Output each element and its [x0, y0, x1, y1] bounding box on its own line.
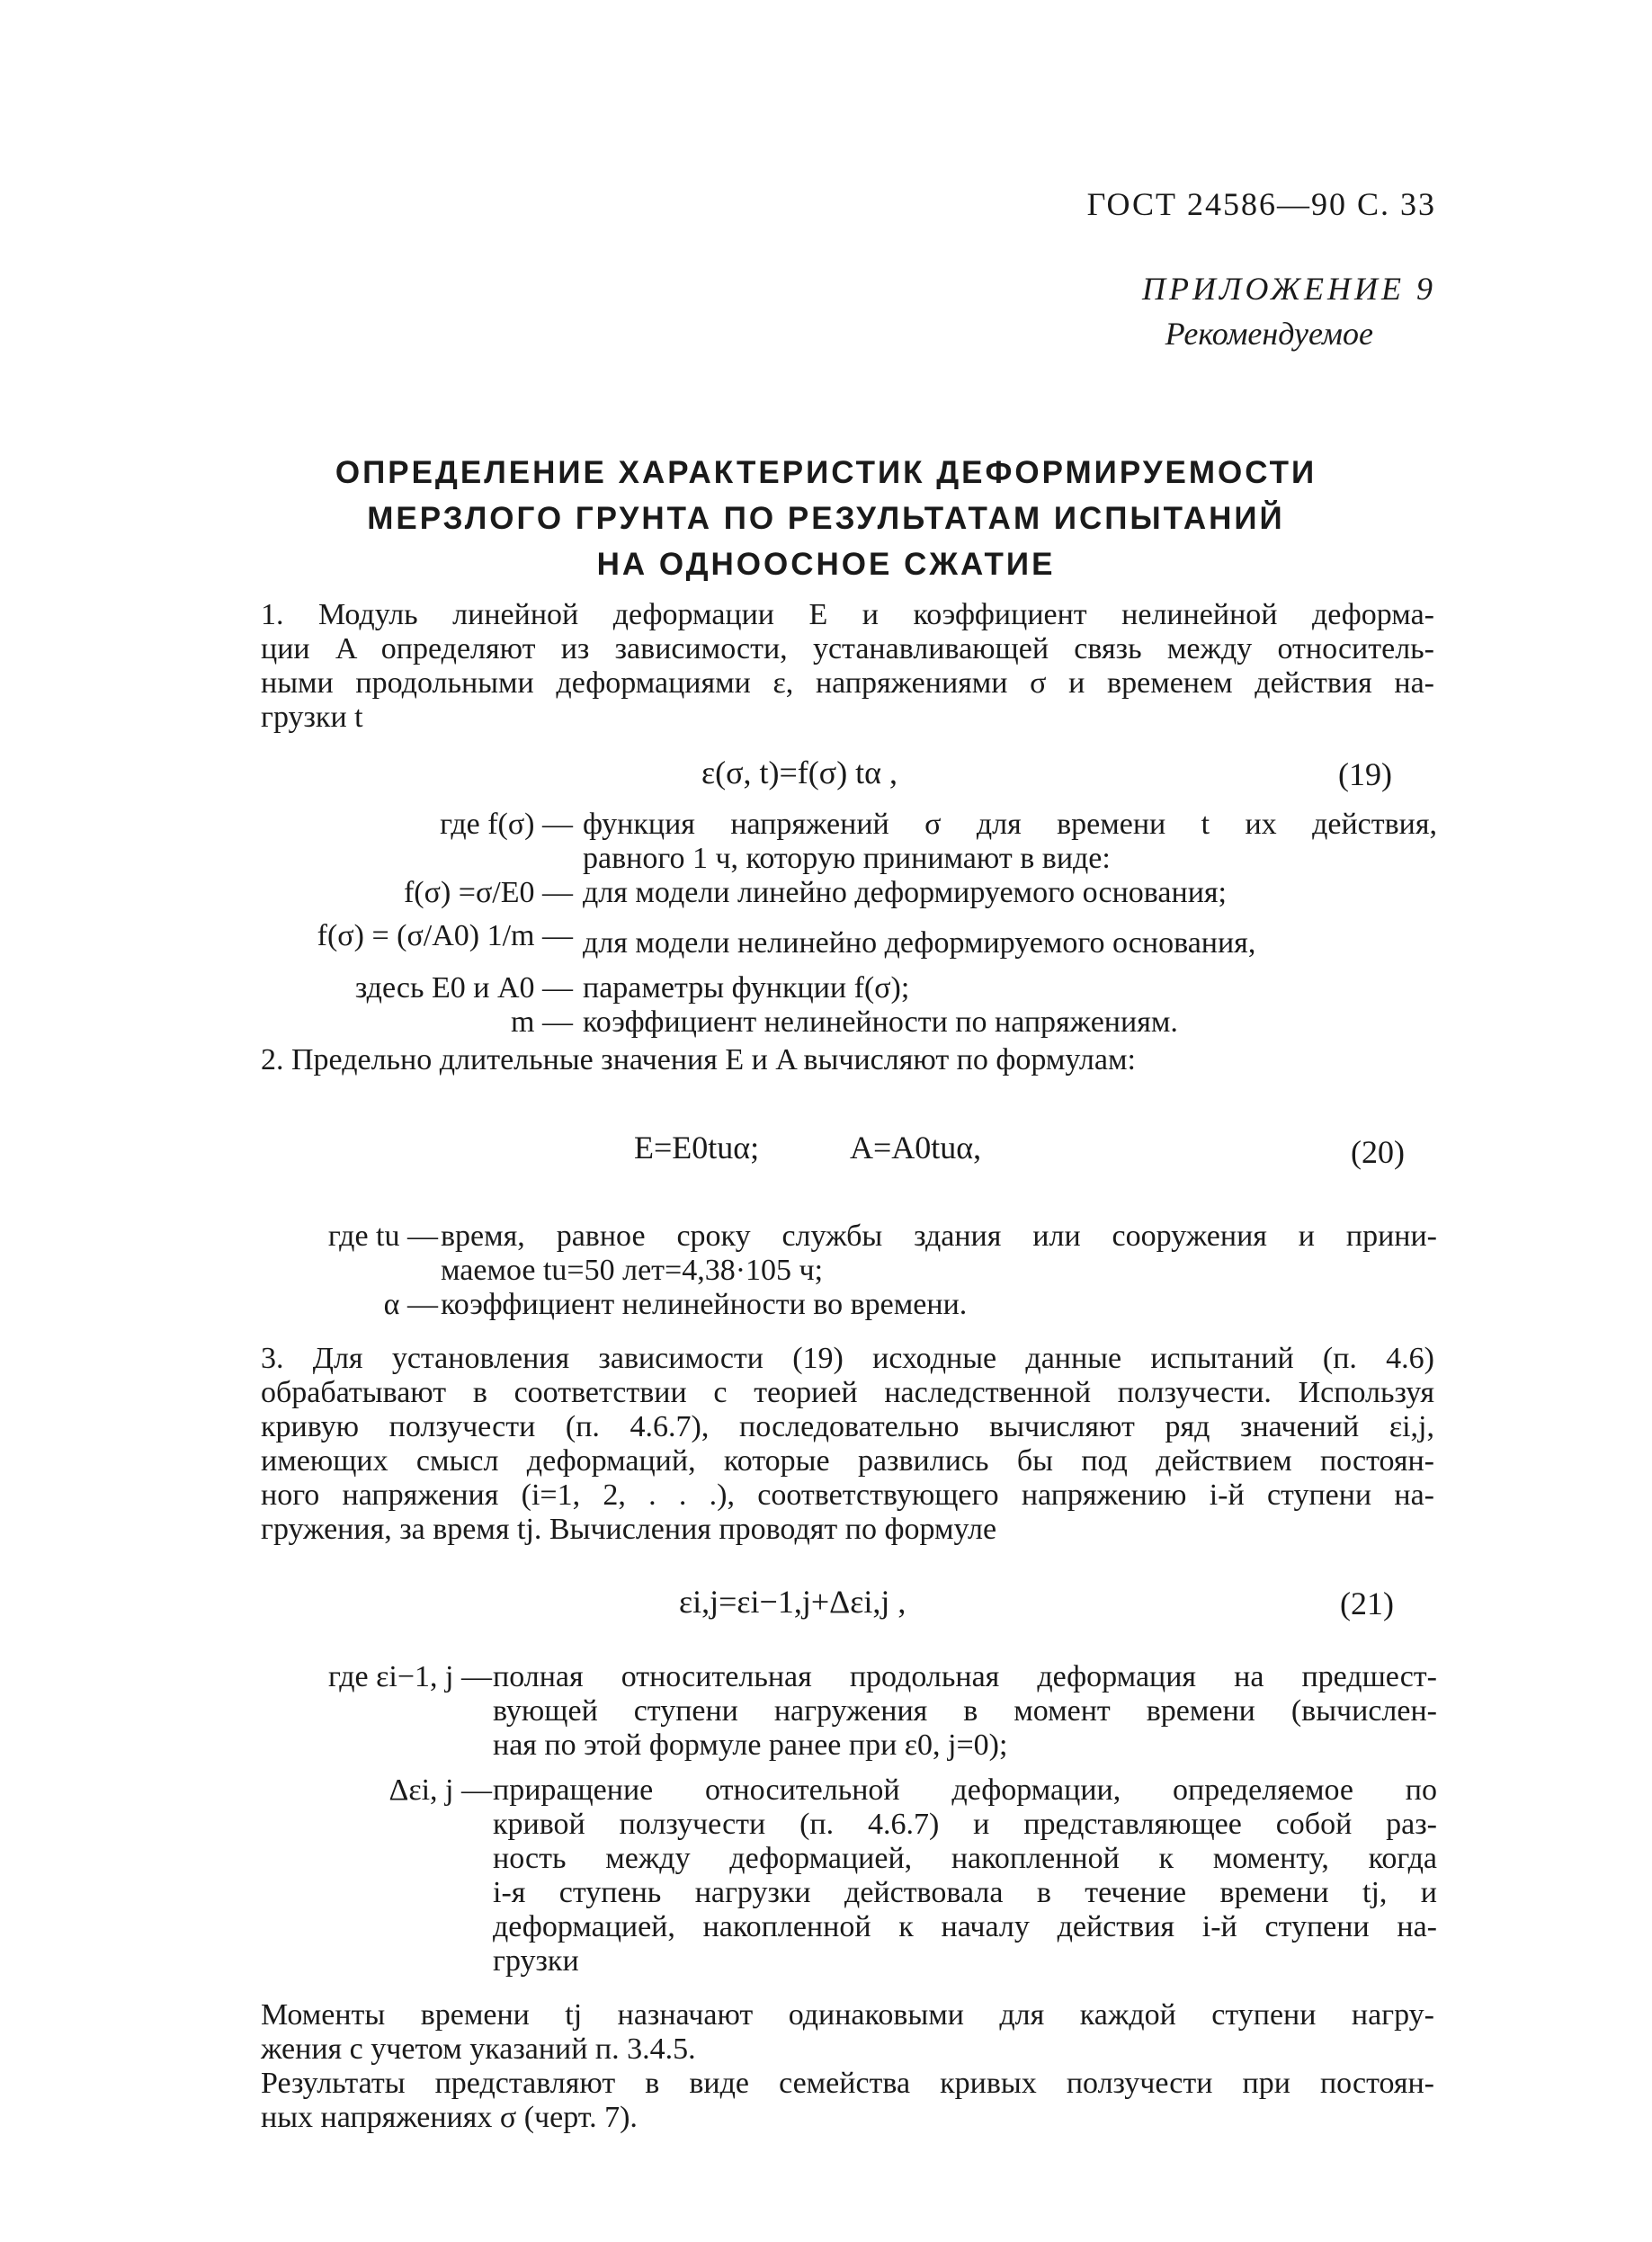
where19-lead-3: f(σ) =σ/E0 — — [403, 876, 573, 909]
where21-text-5: кривой ползучести (п. 4.6.7) и представляющее собой раз- — [493, 1808, 1437, 1841]
p5-line-1: Результаты представляют в виде семейства кривых ползучести при постоян- — [261, 2067, 1434, 2100]
where19-lead-1: где f(σ) — — [440, 808, 573, 841]
where21-text-9: грузки — [493, 1944, 579, 1978]
where19-text-5: параметры функции f(σ); — [583, 971, 910, 1005]
where20-text-3: коэффициент нелинейности во времени. — [441, 1288, 968, 1321]
where20-text-1: время, равное сроку службы здания или сооружения и прини- — [441, 1219, 1437, 1253]
where21-text-4: приращение относительной деформации, определяемое по — [493, 1773, 1437, 1807]
where21-text-6: ность между деформацией, накопленной к моменту, когда — [493, 1842, 1437, 1875]
title-line-1: ОПРЕДЕЛЕНИЕ ХАРАКТЕРИСТИК ДЕФОРМИРУЕМОСТИ — [335, 455, 1317, 490]
p1-line-2: ции A определяют из зависимости, устанавливающей связь между относитель- — [261, 632, 1434, 665]
equation-19-number: (19) — [1338, 756, 1392, 792]
where21-lead-1: где εi−1, j — — [328, 1660, 492, 1693]
where19-text-3: для модели линейно деформируемого основания; — [583, 876, 1227, 909]
p3-line-1: 3. Для установления зависимости (19) исходные данные испытаний (п. 4.6) — [261, 1342, 1434, 1375]
where19-text-2: равного 1 ч, которую принимают в виде: — [583, 842, 1111, 875]
where21-text-2: вующей ступени нагружения в момент времени (вычислен- — [493, 1694, 1437, 1728]
where19-text-4: для модели нелинейно деформируемого основания, — [583, 926, 1256, 960]
where19-text-6: коэффициент нелинейности по напряжениям. — [583, 1005, 1178, 1039]
title-line-2: МЕРЗЛОГО ГРУНТА ПО РЕЗУЛЬТАТАМ ИСПЫТАНИЙ — [367, 501, 1285, 536]
appendix-label: ПРИЛОЖЕНИЕ 9 — [1142, 271, 1436, 307]
p2: 2. Предельно длительные значения E и A вычисляют по формулам: — [261, 1043, 1136, 1076]
p3-line-5: ного напряжения (i=1, 2, . . .), соответствующего напряжению i-й ступени на- — [261, 1478, 1434, 1512]
where19-lead-6: m — — [511, 1005, 573, 1039]
p3-line-3: кривую ползучести (п. 4.6.7), последовательно вычисляют ряд значений εi,j, — [261, 1410, 1434, 1443]
where21-text-3: ная по этой формуле ранее при ε0, j=0); — [493, 1728, 1008, 1762]
page-header: ГОСТ 24586—90 С. 33 — [1086, 186, 1436, 222]
recommended-label: Рекомендуемое — [1165, 316, 1373, 352]
where21-text-1: полная относительная продольная деформация на предшест- — [493, 1660, 1437, 1693]
where20-lead-3: α — — [383, 1288, 438, 1321]
equation-19: ε(σ, t)=f(σ) tα , — [701, 755, 898, 791]
where19-text-1: функция напряжений σ для времени t их действия, — [583, 808, 1437, 841]
equation-20-left: E=E0tuα; — [634, 1130, 760, 1166]
where19-lead-4: f(σ) = (σ/A0) 1/m — — [317, 919, 573, 952]
where21-text-8: деформацией, накопленной к началу действия i-й ступени на- — [493, 1910, 1437, 1943]
where21-text-7: i-я ступень нагрузки действовала в течение времени tj, и — [493, 1876, 1437, 1909]
where21-lead-4: Δεi, j — — [388, 1773, 492, 1807]
p3-line-2: обрабатывают в соответствии с теорией наследственной ползучести. Используя — [261, 1376, 1434, 1409]
where20-text-2: маемое tu=50 лет=4,38·105 ч; — [441, 1254, 824, 1287]
p3-line-6: гружения, за время tj. Вычисления проводят по формуле — [261, 1513, 997, 1546]
p4-line-2: жения с учетом указаний п. 3.4.5. — [261, 2032, 696, 2066]
p3-line-4: имеющих смысл деформаций, которые развились бы под действием постоян- — [261, 1444, 1434, 1478]
p5-line-2: ных напряжениях σ (черт. 7). — [261, 2101, 638, 2134]
title-line-3: НА ОДНООСНОЕ СЖАТИЕ — [596, 547, 1056, 582]
where20-lead-1: где tu — — [327, 1219, 438, 1253]
equation-21-number: (21) — [1340, 1585, 1394, 1621]
equation-20-right: A=A0tuα, — [850, 1130, 982, 1166]
p1-line-1: 1. Модуль линейной деформации E и коэффициент нелинейной деформа- — [261, 598, 1434, 631]
p1-line-4: грузки t — [261, 701, 363, 734]
p4-line-1: Моменты времени tj назначают одинаковыми для каждой ступени нагру- — [261, 1998, 1434, 2032]
where19-lead-5: здесь E0 и A0 — — [354, 971, 573, 1005]
p1-line-3: ными продольными деформациями ε, напряжениями σ и временем действия на- — [261, 666, 1434, 700]
equation-20-number: (20) — [1351, 1134, 1405, 1170]
equation-21: εi,j=εi−1,j+Δεi,j , — [679, 1584, 906, 1620]
